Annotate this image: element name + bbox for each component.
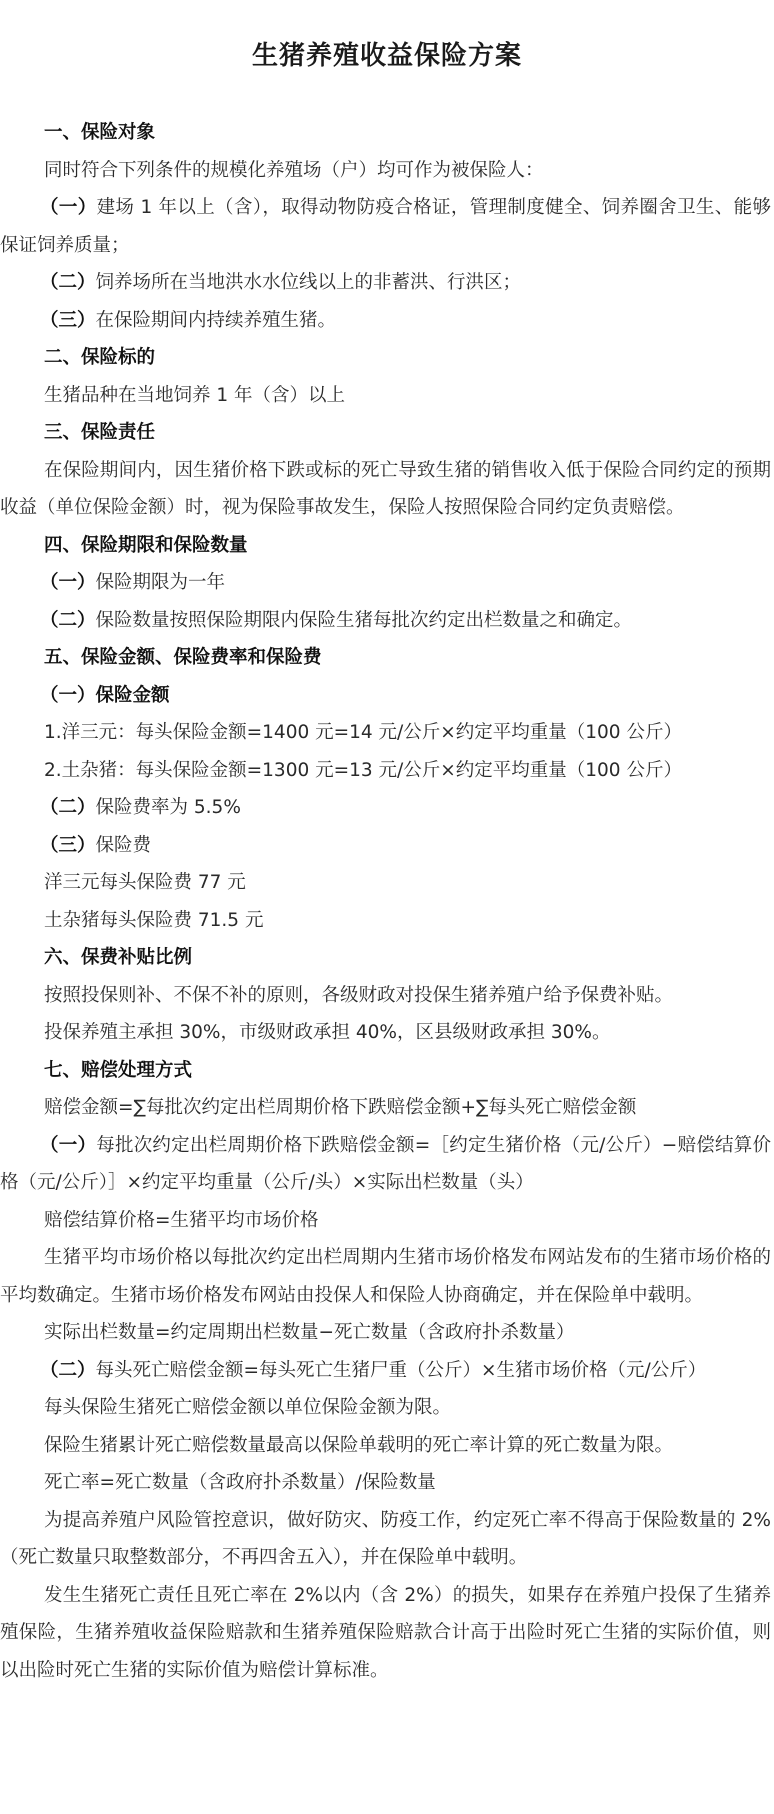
body-paragraph xyxy=(0,1202,771,1240)
body-paragraph xyxy=(0,1464,771,1502)
paragraph-text: 二、保险标的 xyxy=(44,347,156,368)
body-paragraph xyxy=(0,264,771,302)
paragraph-text: 生猪平均市场价格以每批次约定出栏周期内生猪市场价格发布网站发布的生猪市场价格的平均数确定。生猪市场价格发布网站由投保人和保险人协商确定，并在保险单中载明。 xyxy=(0,1247,771,1306)
body-paragraph xyxy=(0,714,771,752)
paragraph-text: 保险金额 xyxy=(95,684,170,706)
item-number-label: （三） xyxy=(40,309,96,331)
paragraph-text: 洋三元每头保险费 77 元 xyxy=(44,872,246,893)
body-paragraph xyxy=(0,1127,771,1202)
body-paragraph xyxy=(0,189,771,264)
body-paragraph xyxy=(0,1577,771,1690)
body-paragraph xyxy=(0,1352,771,1390)
paragraph-text: 三、保险责任 xyxy=(44,422,156,443)
paragraph-text: 投保养殖主承担 30%，市级财政承担 40%，区县级财政承担 30%。 xyxy=(44,1022,611,1043)
section-heading xyxy=(0,1052,771,1090)
item-number-label: （一） xyxy=(40,1134,97,1156)
body-paragraph xyxy=(0,1427,771,1465)
paragraph-text: 保险费率为 5.5% xyxy=(95,797,241,818)
paragraph-text: 赔偿结算价格=生猪平均市场价格 xyxy=(44,1209,319,1231)
section-heading xyxy=(0,414,771,452)
paragraph-text: 一、保险对象 xyxy=(44,122,156,143)
body-paragraph xyxy=(0,1089,771,1127)
document-title: 生猪养殖收益保险方案 xyxy=(251,41,522,71)
body-paragraph xyxy=(0,452,771,527)
body-paragraph xyxy=(0,152,771,190)
body-paragraph xyxy=(0,902,771,940)
body-paragraph xyxy=(0,1502,771,1577)
paragraph-text: 保险生猪累计死亡赔偿数量最高以保险单载明的死亡率计算的死亡数量为限。 xyxy=(44,1434,674,1456)
paragraph-text: 四、保险期限和保险数量 xyxy=(44,534,248,556)
body-paragraph xyxy=(0,827,771,865)
body-paragraph xyxy=(0,602,771,640)
paragraph-text: 按照投保则补、不保不补的原则，各级财政对投保生猪养殖户给予保费补贴。 xyxy=(44,984,674,1006)
paragraph-text: 建场 1 年以上（含），取得动物防疫合格证，管理制度健全、饲养圈舍卫生、能够保证饲养质量； xyxy=(0,197,771,256)
paragraph-text: 每头保险生猪死亡赔偿金额以单位保险金额为限。 xyxy=(44,1397,452,1418)
body-paragraph xyxy=(0,1314,771,1352)
paragraph-text: 生猪品种在当地饲养 1 年（含）以上 xyxy=(44,384,346,406)
item-number-label: （二） xyxy=(40,609,96,631)
paragraph-text: 为提高养殖户风险管控意识，做好防灾、防疫工作，约定死亡率不得高于保险数量的 2%（死亡数量只取整数部分，不再四舍五入），并在保险单中载明。 xyxy=(0,1509,771,1568)
section-heading xyxy=(0,939,771,977)
paragraph-text: 发生生猪死亡责任且死亡率在 2%以内（含 2%）的损失，如果存在养殖户投保了生猪养殖保险，生猪养殖收益保险赔款和生猪养殖保险赔款合计高于出险时死亡生猪的实际价值，则以出险时死亡生猪的实际价值为赔偿计算标准。 xyxy=(0,1584,771,1681)
paragraph-text: 土杂猪每头保险费 71.5 元 xyxy=(44,909,264,931)
item-number-label: （二） xyxy=(40,272,96,293)
body-paragraph xyxy=(0,677,771,715)
section-heading xyxy=(0,114,771,152)
paragraph-text: 死亡率=死亡数量（含政府扑杀数量）/保险数量 xyxy=(44,1472,436,1493)
item-number-label: （一） xyxy=(40,684,96,706)
body-paragraph xyxy=(0,1389,771,1427)
paragraph-text: 每批次约定出栏周期价格下跌赔偿金额=［约定生猪价格（元/公斤）−赔偿结算价格（元/公斤）］×约定平均重量（公斤/头）×实际出栏数量（头） xyxy=(0,1134,771,1193)
document-body xyxy=(0,114,771,1689)
paragraph-text: 保险费 xyxy=(95,834,152,856)
body-paragraph xyxy=(0,1239,771,1314)
item-number-label: （二） xyxy=(40,797,96,818)
section-heading xyxy=(0,639,771,677)
body-paragraph xyxy=(0,564,771,602)
body-paragraph xyxy=(0,302,771,340)
section-heading xyxy=(0,527,771,565)
item-number-label: （三） xyxy=(40,834,96,856)
paragraph-text: 赔偿金额=∑每批次约定出栏周期价格下跌赔偿金额+∑每头死亡赔偿金额 xyxy=(44,1097,637,1118)
body-paragraph xyxy=(0,789,771,827)
item-number-label: （二） xyxy=(40,1359,96,1381)
paragraph-text: 2.土杂猪：每头保险金额=1300 元=13 元/公斤×约定平均重量（100 公斤） xyxy=(44,759,682,781)
paragraph-text: 实际出栏数量=约定周期出栏数量−死亡数量（含政府扑杀数量） xyxy=(44,1322,575,1343)
body-paragraph xyxy=(0,1014,771,1052)
body-paragraph xyxy=(0,377,771,415)
paragraph-text: 六、保费补贴比例 xyxy=(44,947,193,968)
body-paragraph xyxy=(0,977,771,1015)
paragraph-text: 每头死亡赔偿金额=每头死亡生猪尸重（公斤）×生猪市场价格（元/公斤） xyxy=(95,1359,707,1381)
paragraph-text: 1.洋三元：每头保险金额=1400 元=14 元/公斤×约定平均重量（100 公斤） xyxy=(44,722,682,743)
item-number-label: （一） xyxy=(40,572,96,593)
paragraph-text: 在保险期间内持续养殖生猪。 xyxy=(95,309,337,331)
item-number-label: （一） xyxy=(40,197,97,218)
paragraph-text: 保险数量按照保险期限内保险生猪每批次约定出栏数量之和确定。 xyxy=(95,609,633,631)
paragraph-text: 保险期限为一年 xyxy=(95,572,226,593)
body-paragraph xyxy=(0,864,771,902)
paragraph-text: 饲养场所在当地洪水水位线以上的非蓄洪、行洪区； xyxy=(95,272,522,293)
body-paragraph xyxy=(0,752,771,790)
paragraph-text: 五、保险金额、保险费率和保险费 xyxy=(44,647,322,668)
paragraph-text: 同时符合下列条件的规模化养殖场（户）均可作为被保险人： xyxy=(44,159,544,181)
paragraph-text: 七、赔偿处理方式 xyxy=(44,1059,193,1081)
section-heading xyxy=(0,339,771,377)
paragraph-text: 在保险期间内，因生猪价格下跌或标的死亡导致生猪的销售收入低于保险合同约定的预期收益（单位保险金额）时，视为保险事故发生，保险人按照保险合同约定负责赔偿。 xyxy=(0,459,771,518)
